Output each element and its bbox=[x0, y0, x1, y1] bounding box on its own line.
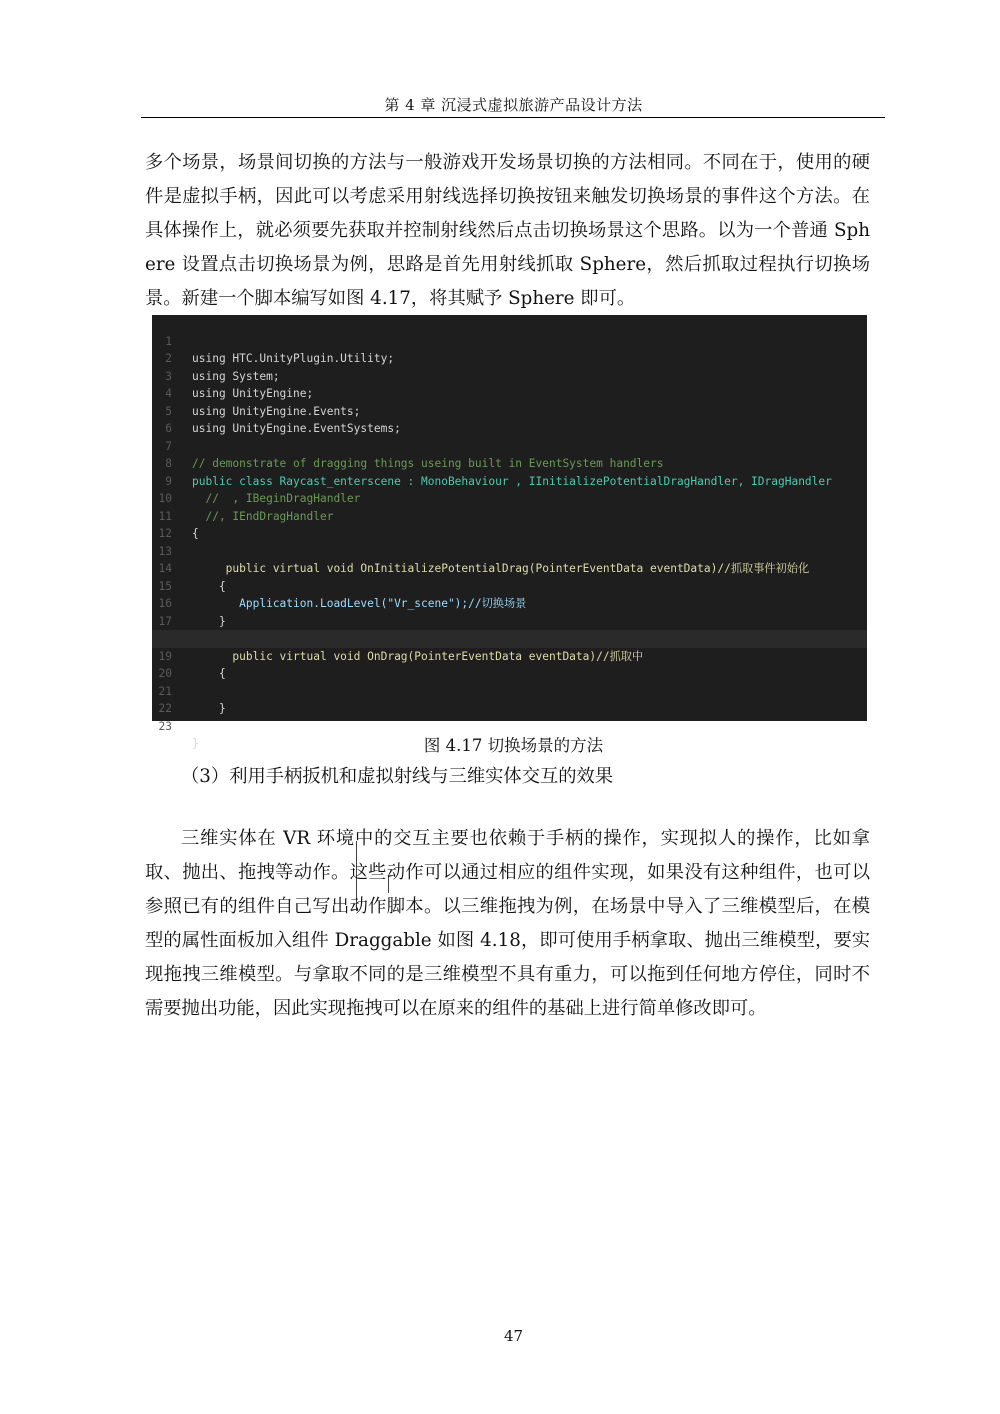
code-text: public virtual void OnDrag(PointerEventData eventData)//抓取中 bbox=[192, 649, 644, 663]
code-text: public virtual void OnInitializePotentialDrag(PointerEventData eventData)//抓取事件初始化 bbox=[192, 562, 810, 575]
code-text: public class Raycast_enterscene : MonoBehaviour , IInitializePotentialDragHandler, IDragHandler bbox=[192, 474, 832, 488]
line-number: 9 bbox=[165, 474, 172, 488]
line-number: 19 bbox=[158, 649, 172, 663]
line-number: 2 bbox=[165, 352, 172, 365]
code-line bbox=[152, 315, 867, 365]
code-text: using System; bbox=[192, 369, 280, 383]
code-text: Application.LoadLevel("Vr_scene");//切换场景 bbox=[192, 597, 527, 610]
page-number: 47 bbox=[503, 1327, 524, 1345]
line-number: 4 bbox=[165, 387, 172, 400]
code-comment: // , IBeginDragHandler bbox=[192, 492, 361, 505]
code-line bbox=[152, 595, 867, 628]
section-subheading: （3）利用手柄扳机和虚拟射线与三维实体交互的效果 bbox=[181, 766, 614, 787]
line-number: 10 bbox=[158, 492, 172, 505]
code-text: { bbox=[192, 667, 226, 680]
line-number: 1 bbox=[165, 334, 172, 348]
code-line bbox=[152, 648, 867, 680]
figure-caption: 图 4.17 切换场景的方法 bbox=[423, 736, 604, 755]
code-text: using UnityEngine.Events; bbox=[192, 404, 361, 418]
code-text: { bbox=[192, 579, 226, 593]
header-rule bbox=[141, 117, 885, 118]
line-number: 16 bbox=[158, 597, 172, 610]
code-comment: // demonstrate of dragging things useing built in EventSystem handlers bbox=[192, 457, 664, 470]
code-text: using UnityEngine; bbox=[192, 387, 314, 400]
line-number: 23 bbox=[158, 719, 172, 733]
line-number: 5 bbox=[165, 404, 172, 418]
code-text: { bbox=[192, 527, 199, 540]
line-number: 14 bbox=[158, 562, 172, 575]
code-line bbox=[152, 508, 867, 540]
line-number: 21 bbox=[158, 684, 172, 698]
paragraph-1: 多个场景，场景间切换的方法与一般游戏开发场景切换的方法相同。不同在于，使用的硬件是虚拟手柄，因此可以考虑采用射线选择切换按钮来触发切换场景的事件这个方法。在具体操作上，就必须要先获取并控制射线然后点击切换场景这个思路。以为一个普通 Sphere 设置点击切换场景为例，思路是首先用射线抓取 Sphere，然后抓取过程执行切换场景。新建一个脚本编写如图 4.17，将其赋予 Sphere 即可。 bbox=[145, 152, 870, 309]
code-line bbox=[152, 368, 867, 418]
line-number: 6 bbox=[165, 422, 172, 435]
line-number: 7 bbox=[165, 439, 172, 453]
line-number: 11 bbox=[158, 509, 172, 523]
line-number: 15 bbox=[158, 579, 172, 593]
line-number: 17 bbox=[158, 614, 172, 628]
code-line bbox=[152, 385, 867, 435]
code-text: using HTC.UnityPlugin.Utility; bbox=[192, 352, 395, 365]
line-number: 8 bbox=[165, 457, 172, 470]
code-text: } bbox=[192, 614, 226, 628]
code-text: using UnityEngine.EventSystems; bbox=[192, 422, 401, 435]
code-text: } bbox=[192, 737, 199, 750]
line-number: 20 bbox=[158, 667, 172, 680]
line-number: 22 bbox=[158, 702, 172, 715]
code-line bbox=[152, 420, 867, 470]
code-comment: //, IEndDragHandler bbox=[192, 509, 334, 523]
line-number: 12 bbox=[158, 527, 172, 540]
line-number: 3 bbox=[165, 369, 172, 383]
code-line bbox=[152, 683, 867, 715]
running-header: 第 4 章 沉浸式虚拟旅游产品设计方法 bbox=[384, 96, 643, 114]
code-text: } bbox=[192, 702, 226, 715]
paragraph-2: 三维实体在 VR 环境中的交互主要也依赖于手柄的操作，实现拟人的操作，比如拿取、抛出、拖拽等动作。这些动作可以通过相应的组件实现，如果没有这种组件，也可以参照已有的组件自己写出动作脚本。以三维拖拽为例，在场景中导入了三维模型后，在模型的属性面板加入组件 Draggable 如图 4.18，即可使用手柄拿取、抛出三维模型，要实现拖拽三维模型。与拿取不同的是三维模型不具有重力，可以拖到任何地方停住，同时不需要抛出功能，因此实现拖拽可以在原来的组件的基础上进行简单修改即可。 bbox=[145, 828, 870, 1019]
line-number: 13 bbox=[158, 544, 172, 558]
